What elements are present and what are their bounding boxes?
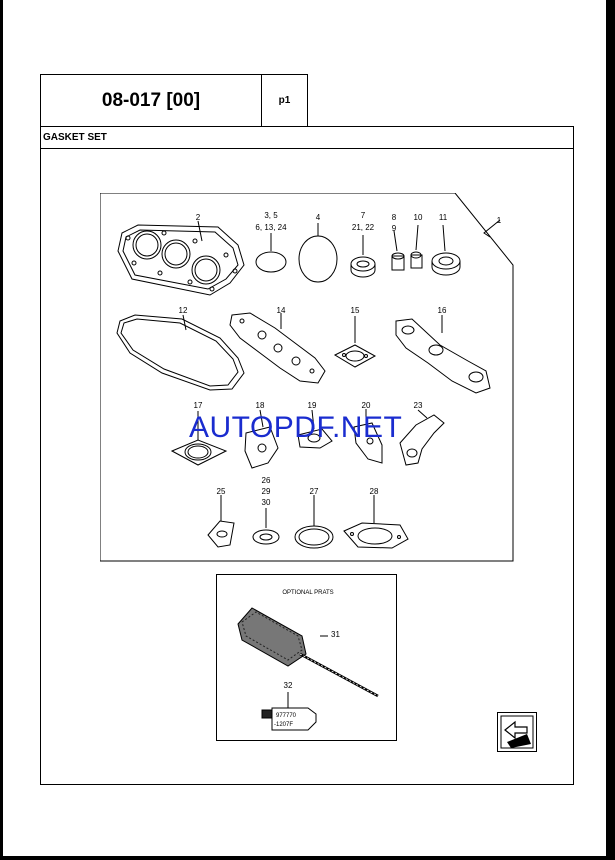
callout-27: 27 <box>309 487 319 496</box>
callout-29: 29 <box>261 487 271 496</box>
callout-16: 16 <box>437 306 447 315</box>
seal-11 <box>432 253 460 275</box>
gasket-set-diagram <box>100 193 515 563</box>
cylinder-hone-brush <box>238 608 378 696</box>
cover-gasket-12 <box>117 315 244 390</box>
callout-30: 30 <box>261 498 271 507</box>
callout-12: 12 <box>178 306 188 315</box>
callout-11: 11 <box>438 213 448 222</box>
callout-6-13-24: 6, 13, 24 <box>255 223 287 232</box>
callout-14: 14 <box>276 306 286 315</box>
callout-10: 10 <box>413 213 423 222</box>
page-label: p1 <box>261 74 308 127</box>
flange-gasket-15 <box>335 345 375 367</box>
head-gasket-2 <box>118 221 244 295</box>
callout-23: 23 <box>413 401 423 410</box>
callout-9: 9 <box>391 224 397 233</box>
diagram-frame <box>100 193 513 561</box>
callout-19: 19 <box>307 401 317 410</box>
doc-code: 08-017 [00] <box>40 74 262 127</box>
gasket-27 <box>295 526 333 548</box>
callout-26: 26 <box>261 476 271 485</box>
page-edge-right <box>606 0 615 860</box>
callout-25: 25 <box>216 487 226 496</box>
callout-4: 4 <box>315 213 321 222</box>
callout-28: 28 <box>369 487 379 496</box>
o-ring-3 <box>256 252 286 272</box>
seal-10 <box>411 252 422 268</box>
callout-15: 15 <box>350 306 360 315</box>
arrow-out-icon[interactable] <box>497 712 537 752</box>
callout-20: 20 <box>361 401 371 410</box>
seal-7 <box>351 257 375 277</box>
callout-3-5: 3, 5 <box>264 211 278 220</box>
sealant-tube <box>262 708 316 730</box>
gasket-28 <box>344 523 408 548</box>
o-ring-4 <box>299 236 337 282</box>
callout-2: 2 <box>195 213 201 222</box>
page-edge-left <box>0 0 3 860</box>
watermark: AUTOPDF.NET <box>189 411 403 444</box>
seal-26 <box>253 530 279 544</box>
section-title: GASKET SET <box>40 126 574 149</box>
callout-17: 17 <box>193 401 203 410</box>
page-edge-bottom <box>0 856 615 860</box>
optional-parts-box <box>216 574 397 741</box>
valve-seal-8 <box>392 253 404 270</box>
tube-label-2: -1207F <box>274 722 294 728</box>
callout-8: 8 <box>391 213 397 222</box>
callout-31: 31 <box>331 630 340 639</box>
callout-32: 32 <box>283 681 293 690</box>
optional-parts-title: OPTIONAL PRATS <box>282 590 334 596</box>
tube-label-1: 977770 <box>276 713 297 719</box>
callout-7: 7 <box>360 211 366 220</box>
gasket-23 <box>400 415 444 465</box>
gasket-25 <box>208 521 234 547</box>
exhaust-gasket-16 <box>396 319 490 393</box>
callout-18: 18 <box>255 401 265 410</box>
callout-1: 1 <box>496 216 502 225</box>
callout-21-22: 21, 22 <box>351 223 375 232</box>
